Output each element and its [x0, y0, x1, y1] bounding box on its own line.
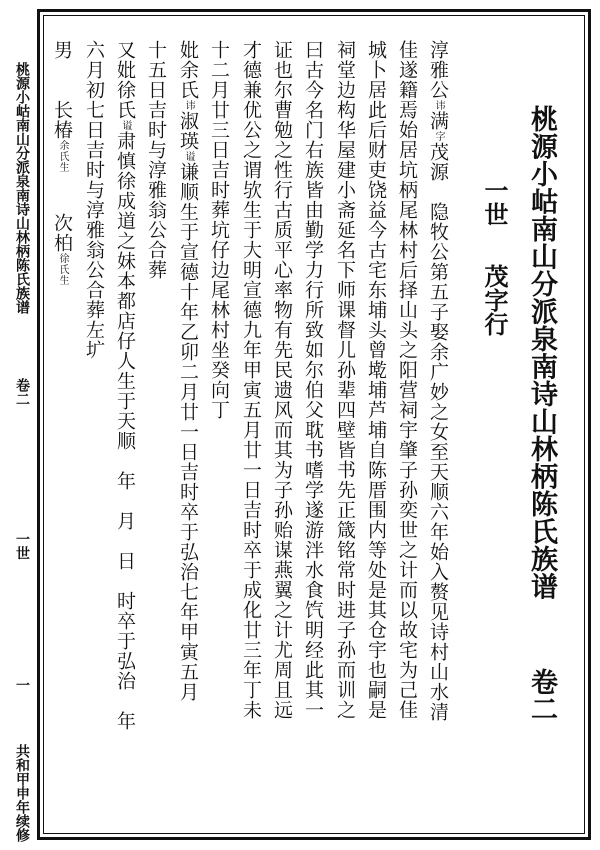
annotation-note: 讳: [433, 100, 444, 111]
column-text: 城卜居此后财吏饶益今古宅东埔头曾墘埔芦埔自陈厝围内等处是其仓宇也嗣是: [365, 40, 387, 720]
column-text: 肃慎徐成道之妹本都店仔人生于天顺 年 月 日 时卒于弘治 年: [114, 131, 136, 731]
column-text: 次柏: [51, 173, 73, 253]
column-text: 十二月廿三日吉时葬坑仔边尾林村坐癸向丁: [208, 40, 230, 420]
column-text: 谦顺生于宣德十年乙卯二月廿一日吉时卒于弘治七年甲寅五月: [177, 162, 199, 702]
column-text: 淳雅公: [427, 40, 449, 100]
margin-page-number: 一: [14, 678, 30, 692]
text-column: [335, 40, 354, 720]
text-column: [241, 40, 260, 720]
annotation-note: 讳: [183, 100, 194, 111]
text-column: [272, 40, 291, 720]
text-column: [366, 40, 385, 720]
column-text: 又妣徐氏: [114, 40, 136, 120]
text-column: [209, 40, 228, 420]
book-title: 桃源小岵南山分派泉南诗山林柄陈氏族谱: [526, 105, 557, 600]
column-text: 十五日吉时与淳雅翁公合葬: [145, 40, 167, 280]
generation-name: 茂字行: [480, 264, 508, 336]
generation-heading: 一世: [480, 178, 508, 226]
text-column: [428, 40, 447, 722]
column-text: 妣余氏: [177, 40, 199, 100]
column-text: 证也尔曹勉之性行古质平心率物有先民遗风而其为子孙贻谋燕翼之计尤周且远: [271, 40, 293, 720]
margin-section: 一世: [14, 532, 30, 560]
column-text: 满: [427, 111, 449, 131]
text-column: [397, 40, 416, 720]
margin-title: 桃源小岵南山分派泉南诗山林柄陈氏族谱: [14, 62, 30, 314]
column-text: 佳遂籍焉始居坑柄尾林村后择山头之阳营祠宇肇子孙奕世之计而以故宅为己佳: [396, 40, 418, 720]
annotation-note: 谥: [183, 151, 194, 162]
column-text: 祠堂边构华屋建小斋延名下师课督儿孙辈四壁皆书先正箴铭常时进子孙而训之: [334, 40, 356, 720]
column-text: 曰古今名门右族皆由勤学力行所致如尔伯父耽书嗜学遂游泮水食饩明经此其一: [302, 40, 324, 720]
text-column: [303, 40, 322, 720]
column-text: 茂源 隐牧公第五子娶余广妙之女至天顺六年始入赘见诗村山水清: [427, 142, 449, 722]
text-column: [146, 40, 165, 280]
margin-volume: 卷二: [14, 378, 30, 406]
annotation-note: 谥: [120, 120, 131, 131]
text-column: [84, 40, 103, 360]
column-text: 淑瑛: [177, 111, 199, 151]
book-volume: 卷二: [526, 668, 557, 722]
column-text: 才德兼优公之谓欤生于大明宣德九年甲寅五月廿一日吉时卒于成化廿三年丁未: [240, 40, 262, 720]
annotation-note: 徐氏生: [57, 253, 68, 286]
annotation-note: 字: [433, 131, 444, 142]
text-column: [52, 40, 71, 286]
column-text: 男 长椿: [51, 40, 73, 140]
annotation-note: 余氏生: [57, 140, 68, 173]
margin-column: [10, 62, 32, 842]
margin-edition: 共和甲申年续修: [14, 744, 30, 842]
column-text: 六月初七日吉时与淳雅翁公合葬左圹: [83, 40, 105, 360]
text-column: [115, 40, 134, 731]
text-column: [178, 40, 197, 702]
